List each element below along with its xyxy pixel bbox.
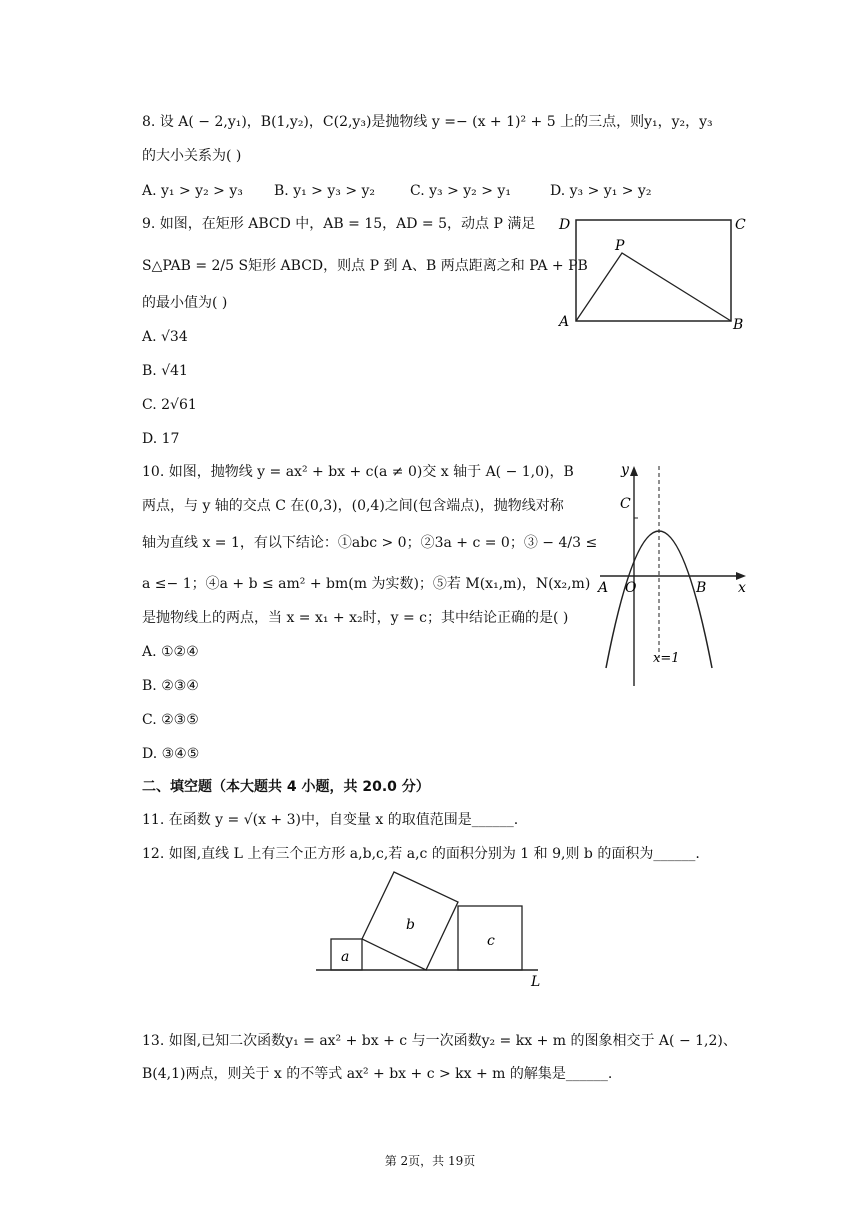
q12-label-c: c bbox=[487, 933, 495, 949]
q9-label-a: A bbox=[559, 314, 570, 330]
q8-option-d: D. y₃ > y₁ > y₂ bbox=[550, 183, 652, 199]
q12-label-a: a bbox=[341, 949, 350, 965]
q10-parabola-figure bbox=[592, 458, 760, 690]
q10-option-d: D. ③④⑤ bbox=[142, 746, 200, 762]
q9-line2: S△PAB = 2/5 S矩形 ABCD，则点 P 到 A、B 两点距离之和 PA + PB bbox=[142, 258, 588, 274]
q8-option-c: C. y₃ > y₂ > y₁ bbox=[410, 183, 511, 199]
q12-squares-figure bbox=[310, 868, 550, 992]
q9-option-d: D. 17 bbox=[142, 431, 180, 447]
q10-option-c: C. ②③⑤ bbox=[142, 712, 199, 728]
q9-rectangle-figure bbox=[555, 210, 755, 335]
q10-label-x: x bbox=[738, 580, 746, 596]
q10-label-y: y bbox=[621, 462, 629, 478]
q8-line1: 8. 设 A( − 2,y₁)，B(1,y₂)，C(2,y₃)是抛物线 y =− (x + 1)² + 5 上的三点，则y₁，y₂，y₃ bbox=[142, 114, 713, 130]
q10-line2: 两点，与 y 轴的交点 C 在(0,3)，(0,4)之间(包含端点)，抛物线对称 bbox=[142, 498, 564, 514]
q10-option-b: B. ②③④ bbox=[142, 678, 199, 694]
q10-label-axis: x=1 bbox=[653, 651, 680, 666]
q8-option-a: A. y₁ > y₂ > y₃ bbox=[142, 183, 243, 199]
q9-option-c: C. 2√61 bbox=[142, 397, 197, 413]
q9-label-b: B bbox=[733, 317, 744, 333]
q10-option-a: A. ①②④ bbox=[142, 644, 199, 660]
q10-line1: 10. 如图，抛物线 y = ax² + bx + c(a ≠ 0)交 x 轴于 A( − 1,0)，B bbox=[142, 464, 574, 480]
q10-label-o: O bbox=[625, 580, 637, 596]
q9-line1: 9. 如图，在矩形 ABCD 中，AB = 15，AD = 5，动点 P 满足 bbox=[142, 216, 536, 232]
q10-line3: 轴为直线 x = 1，有以下结论：①abc > 0；②3a + c = 0；③ − 4/3 ≤ bbox=[142, 535, 598, 551]
q9-label-c: C bbox=[735, 217, 746, 233]
q10-line5: 是抛物线上的两点，当 x = x₁ + x₂时，y = c；其中结论正确的是( ) bbox=[142, 610, 569, 626]
q13-line1: 13. 如图,已知二次函数y₁ = ax² + bx + c 与一次函数y₂ = kx + m 的图象相交于 A( − 1,2)、 bbox=[142, 1033, 737, 1049]
q9-option-a: A. √34 bbox=[142, 329, 188, 345]
q10-label-a: A bbox=[598, 580, 609, 596]
q9-option-b: B. √41 bbox=[142, 363, 188, 379]
q9-line3: 的最小值为( ) bbox=[142, 295, 228, 311]
q9-label-d: D bbox=[559, 217, 571, 233]
q13-line2: B(4,1)两点，则关于 x 的不等式 ax² + bx + c > kx + m 的解集是______. bbox=[142, 1066, 613, 1082]
q12-label-b: b bbox=[406, 917, 415, 933]
q9-label-p: P bbox=[615, 238, 625, 254]
q11-text: 11. 在函数 y = √(x + 3)中，自变量 x 的取值范围是______. bbox=[142, 812, 519, 828]
page-footer: 第 2页，共 19页 bbox=[384, 1154, 476, 1168]
q12-label-l: L bbox=[531, 974, 541, 990]
q10-line4: a ≤− 1；④a + b ≤ am² + bm(m 为实数)；⑤若 M(x₁,m)，N(x₂,m) bbox=[142, 576, 591, 592]
q12-text: 12. 如图,直线 L 上有三个正方形 a,b,c,若 a,c 的面积分别为 1 和 9,则 b 的面积为______. bbox=[142, 846, 700, 862]
q10-label-b: B bbox=[696, 580, 707, 596]
section-heading: 二、填空题（本大题共 4 小题，共 20.0 分） bbox=[142, 779, 430, 795]
q10-label-c: C bbox=[620, 496, 631, 512]
q8-line2: 的大小关系为( ) bbox=[142, 148, 242, 164]
q8-option-b: B. y₁ > y₃ > y₂ bbox=[274, 183, 376, 199]
